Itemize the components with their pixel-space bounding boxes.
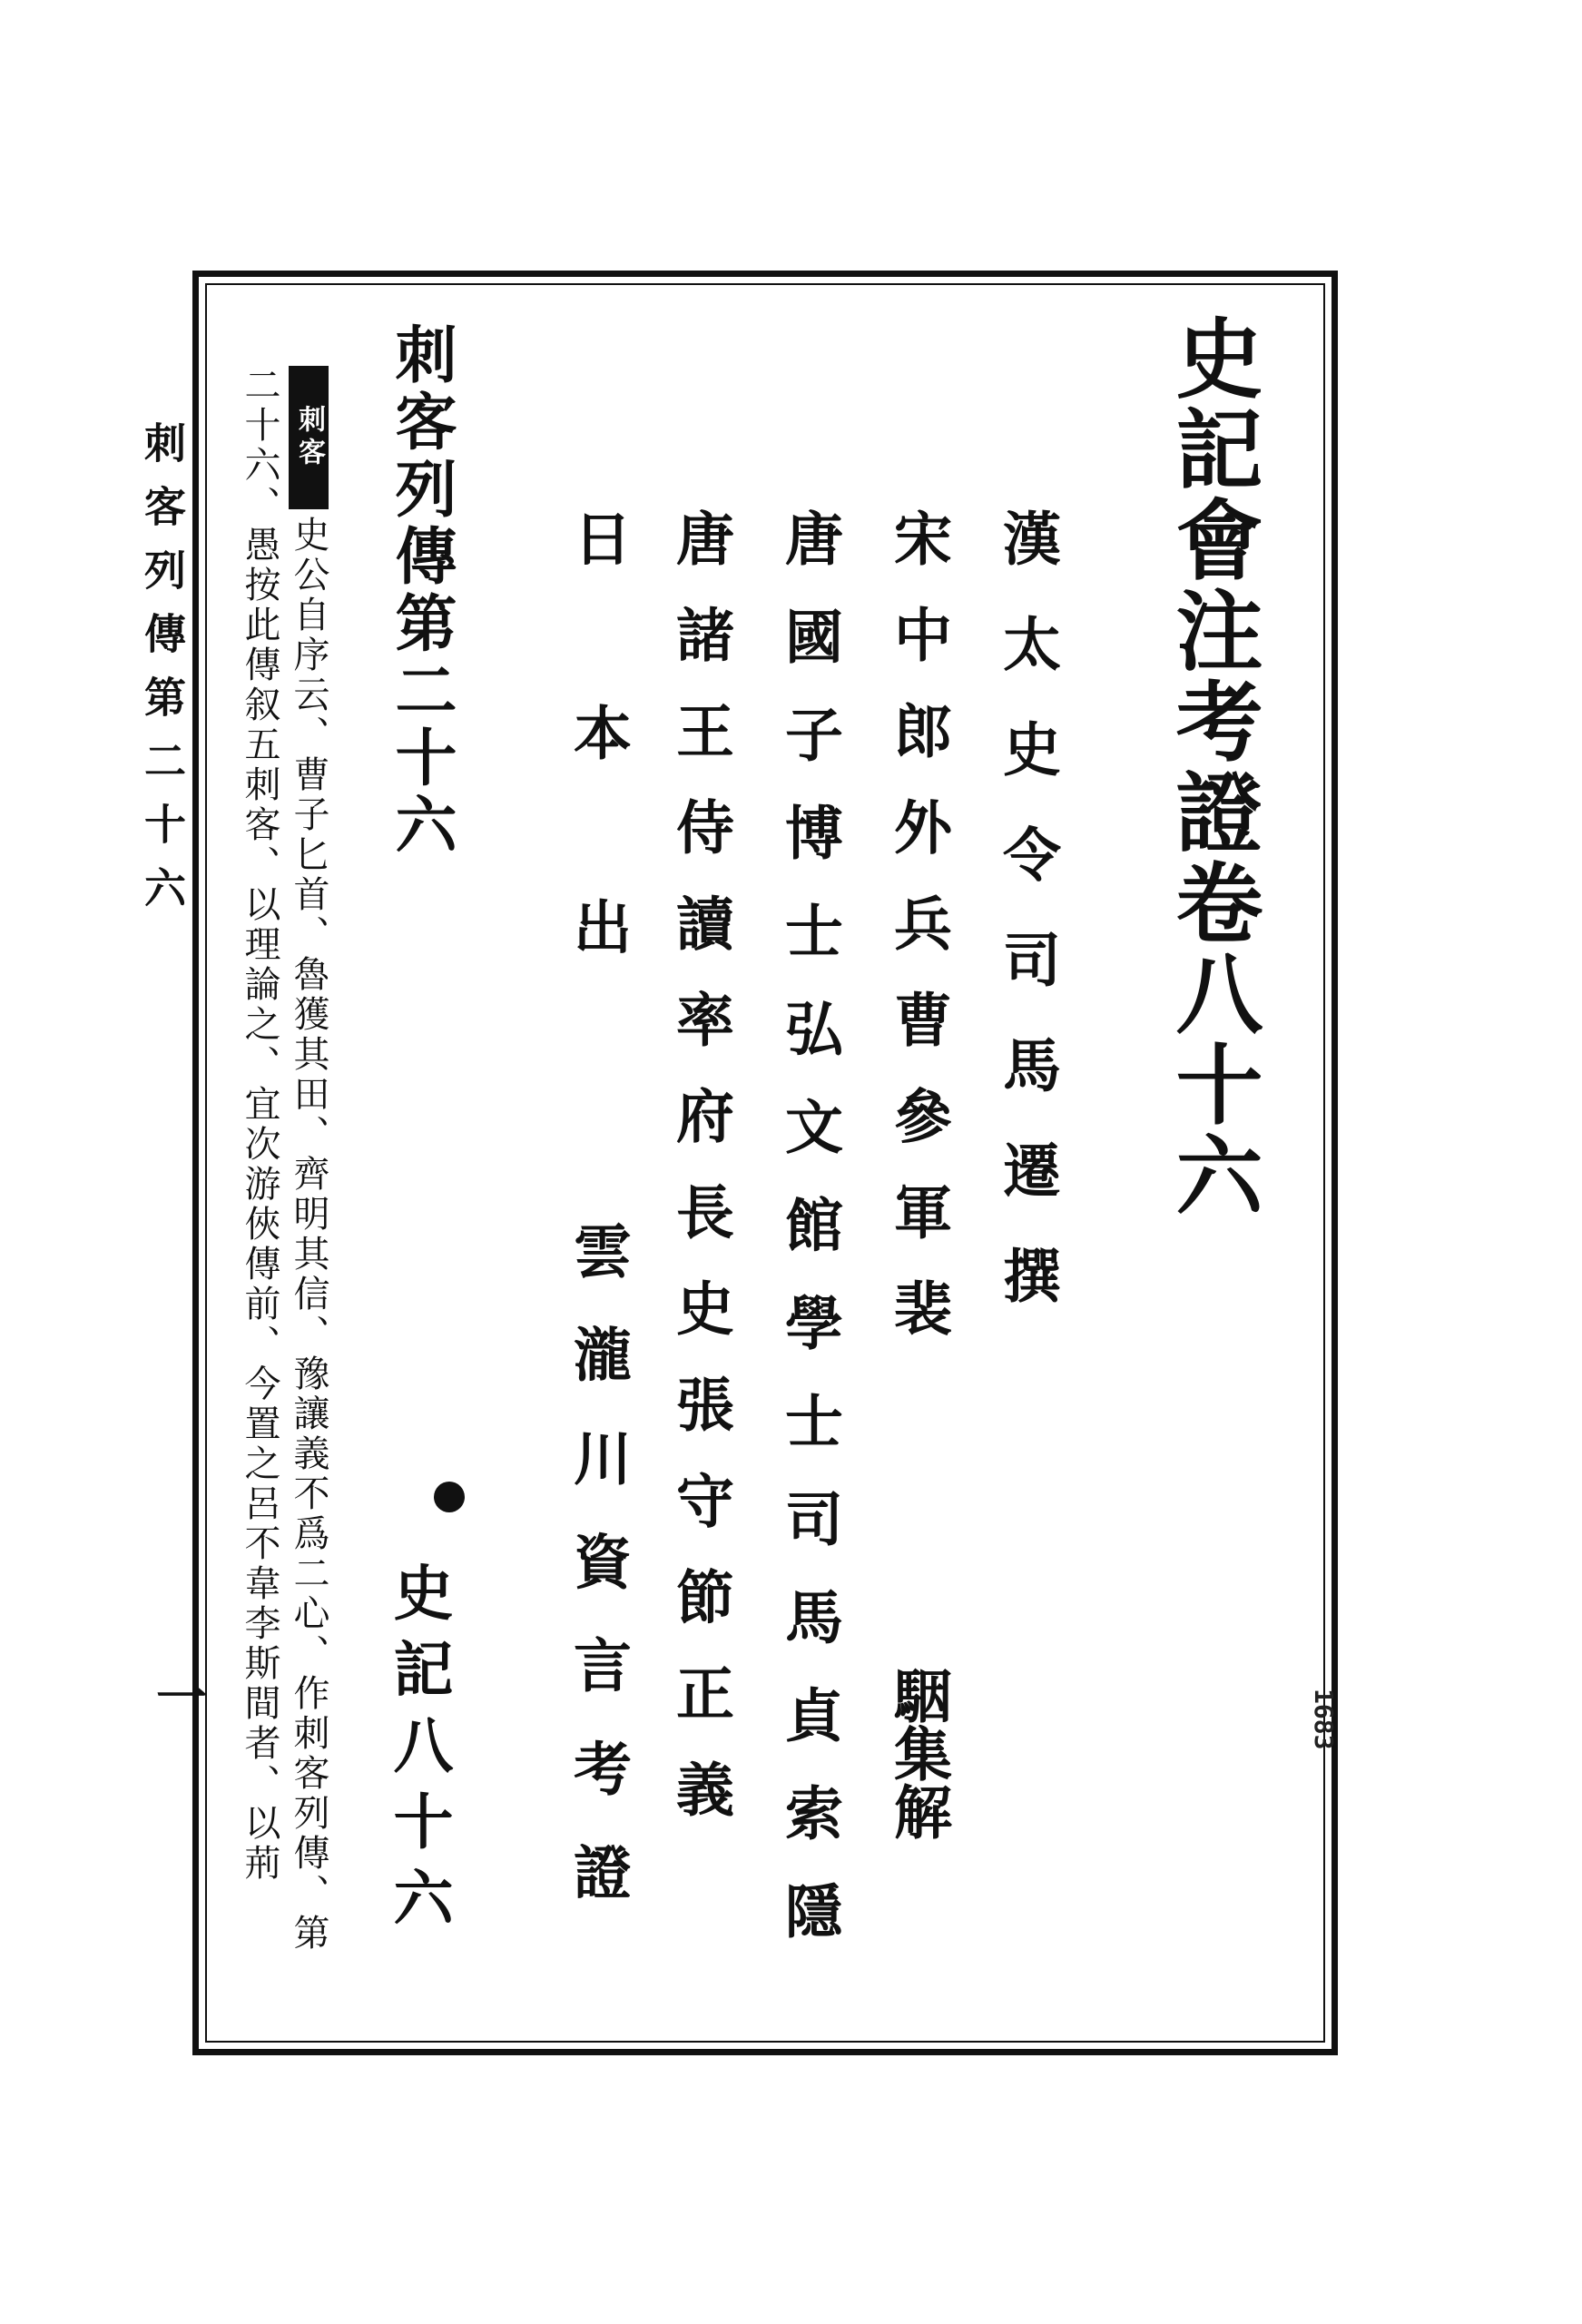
section-dot-icon: [434, 1482, 465, 1512]
credit-japan: 日本出: [564, 508, 632, 1091]
commentary-line-2: 二十六、愚按此傳叙五刺客、以理論之、宜次游俠傳前、今置之呂不韋李斯間者、以荊: [239, 366, 280, 1884]
page-number: 一: [148, 1670, 208, 1721]
shiji-label: 史記八十六: [383, 1561, 454, 1943]
volume-title: 史記會注考證卷八十六: [1162, 313, 1264, 1221]
chapter-title: 刺客列傳第二十六: [385, 322, 457, 860]
credit-jiejie-end: 駰集解: [884, 1666, 952, 1840]
credit-suoyin: 唐國子博士弘文館學士司馬貞索隱: [775, 508, 843, 1979]
commentary-line-1: 史公自序云、曹子匕首、魯獲其田、齊明其信、豫讓義不爲二心、作刺客列傳、第: [288, 516, 329, 1954]
credit-zhengyi: 唐諸王侍讀率府長史張守節正義: [666, 508, 734, 1856]
credit-kaozheng: 雲瀧川資言考證: [564, 1221, 632, 1945]
credit-jiejie: 宋中郎外兵曹參軍裴: [884, 508, 952, 1374]
credit-author: 漢太史令司馬遷撰: [993, 508, 1061, 1351]
page-stamp: 1683: [1309, 1689, 1339, 1750]
note-badge: 刺客: [289, 366, 329, 509]
running-title: 刺客列傳第二十六: [138, 421, 187, 930]
